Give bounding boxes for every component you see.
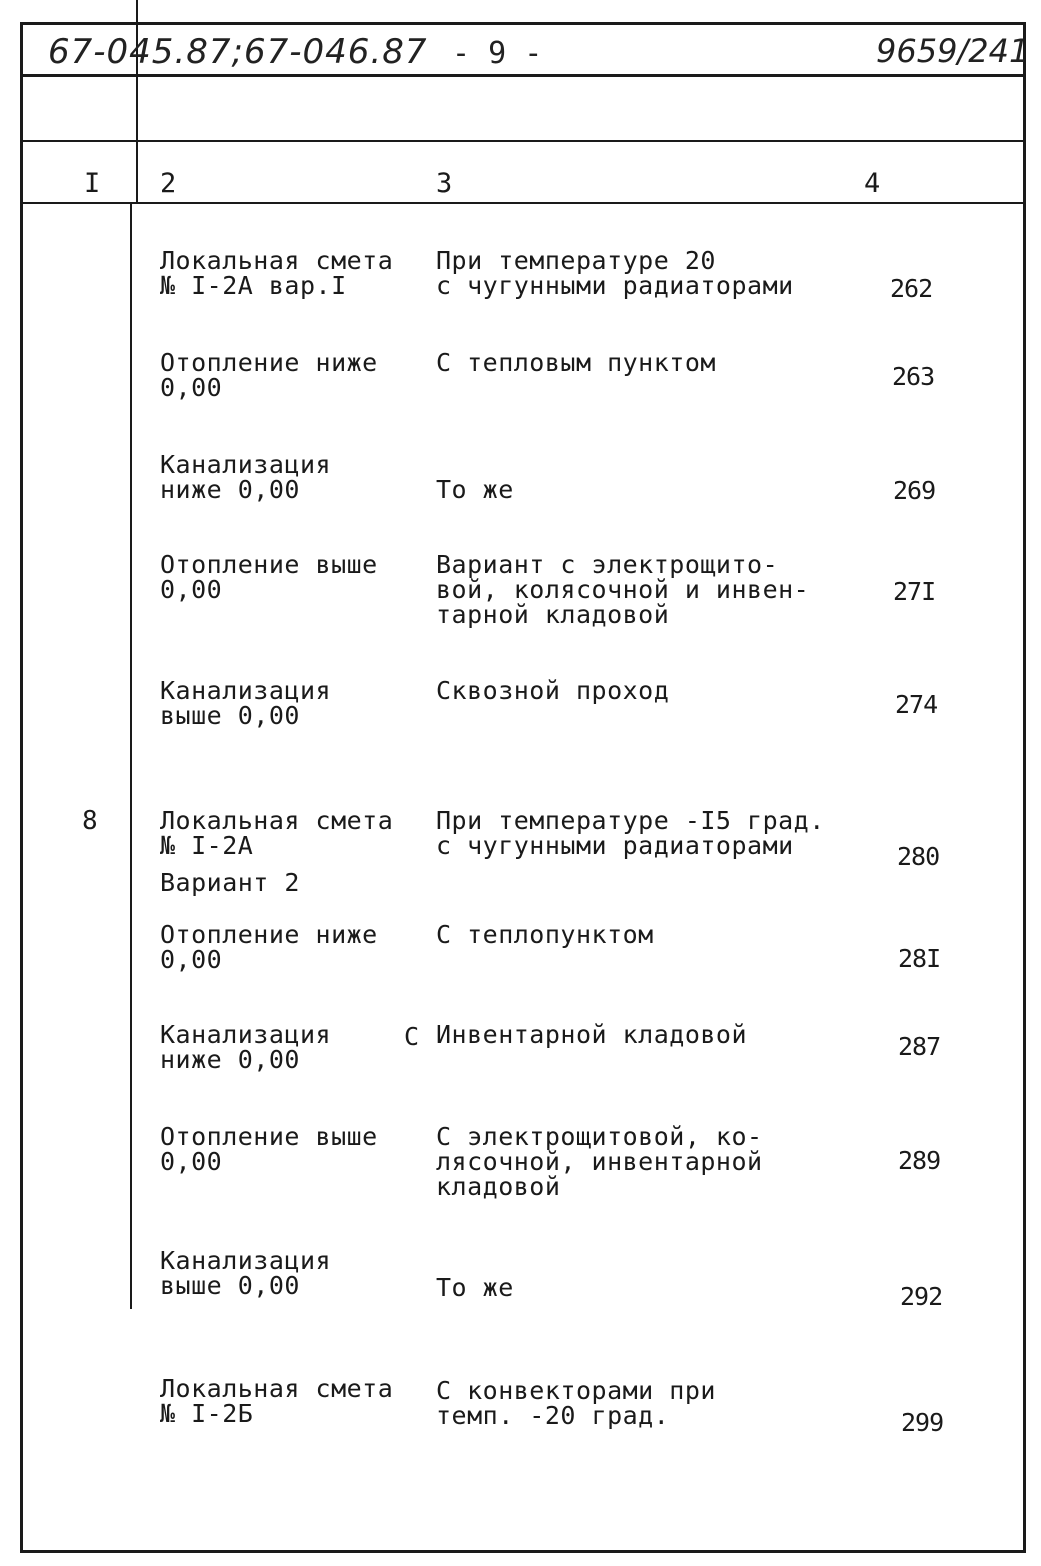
- header-divider: [20, 74, 1026, 77]
- table-row-1-col2: Отопление ниже 0,00: [160, 348, 378, 402]
- page-bottom-rule: [20, 1550, 1026, 1553]
- column-header-1: I: [84, 168, 101, 199]
- document-codes: 67-045.87;67-046.87: [48, 32, 428, 72]
- table-row-9-col3: То же: [436, 1273, 514, 1302]
- column-divider-lower: [130, 204, 132, 1309]
- table-row-5-page: 280: [897, 842, 940, 871]
- table-row-3-col3: Вариант с электрощито- вой, колясочной и инвен- тарной кладовой: [436, 550, 810, 629]
- table-row-5-col3: При температуре -I5 град. с чугунными радиаторами: [436, 806, 825, 860]
- column-header-3: 3: [436, 168, 453, 199]
- table-row-5-number: 8: [82, 806, 98, 836]
- column-divider-upper: [136, 0, 138, 204]
- table-row-7-col3: Инвентарной кладовой: [436, 1020, 748, 1049]
- document-number: 9659/241: [876, 32, 1030, 70]
- table-row-7-col2: Канализация ниже 0,00: [160, 1020, 332, 1074]
- table-row-8-page: 289: [898, 1146, 941, 1175]
- table-row-7-prefix: С: [404, 1022, 420, 1051]
- table-row-7-page: 287: [898, 1032, 941, 1061]
- table-row-3-col2: Отопление выше 0,00: [160, 550, 378, 604]
- table-row-9-col2: Канализация выше 0,00: [160, 1246, 332, 1300]
- table-row-4-col2: Канализация выше 0,00: [160, 676, 332, 730]
- table-row-4-page: 274: [895, 690, 938, 719]
- table-row-0-col2: Локальная смета № I-2А вар.I: [160, 246, 394, 300]
- table-row-4-col3: Сквозной проход: [436, 676, 670, 705]
- column-header-2: 2: [160, 168, 177, 199]
- table-row-3-page: 27I: [893, 577, 936, 606]
- table-row-0-col3: При температуре 20 с чугунными радиаторами: [436, 246, 794, 300]
- table-row-10-col2: Локальная смета № I-2Б: [160, 1374, 394, 1428]
- table-row-8-col2: Отопление выше 0,00: [160, 1122, 378, 1176]
- table-row-2-col3: То же: [436, 475, 514, 504]
- table-row-1-col3: С тепловым пунктом: [436, 348, 716, 377]
- table-row-6-col2: Отопление ниже 0,00: [160, 920, 378, 974]
- table-row-5-variant: Вариант 2: [160, 868, 300, 897]
- column-header-4: 4: [864, 168, 881, 199]
- table-row-9-page: 292: [900, 1282, 943, 1311]
- table-row-1-page: 263: [892, 362, 935, 391]
- table-row-6-page: 28I: [898, 944, 941, 973]
- table-row-6-col3: С теплопунктом: [436, 920, 654, 949]
- table-row-8-col3: С электрощитовой, ко- лясочной, инвентарной кладовой: [436, 1122, 763, 1201]
- table-row-5-col2: Локальная смета № I-2А: [160, 806, 394, 860]
- table-top-rule: [20, 140, 1026, 142]
- table-row-2-col2: Канализация ниже 0,00: [160, 450, 332, 504]
- column-header-rule: [20, 202, 1026, 204]
- table-row-10-page: 299: [901, 1408, 944, 1437]
- table-row-2-page: 269: [893, 476, 936, 505]
- page-number: - 9 -: [452, 36, 543, 71]
- table-row-10-col3: С конвекторами при темп. -20 град.: [436, 1376, 716, 1430]
- table-row-0-page: 262: [890, 274, 933, 303]
